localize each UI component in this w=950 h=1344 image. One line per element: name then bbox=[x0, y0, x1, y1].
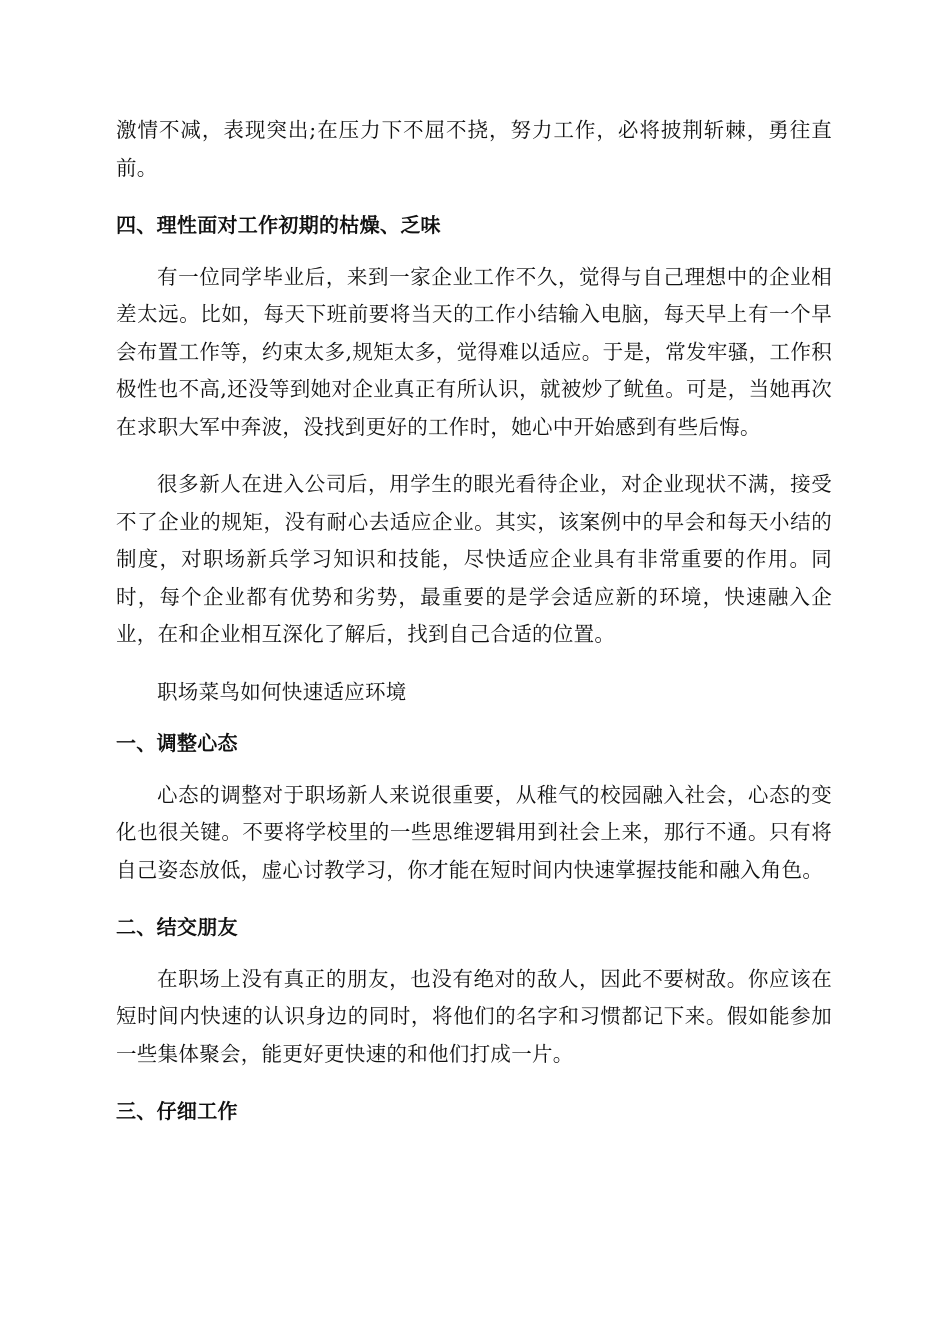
article-subtitle: 职场菜鸟如何快速适应环境 bbox=[157, 679, 407, 704]
paragraph-continued: 激情不减，表现突出;在压力下不屈不挠，努力工作，必将披荆斩棘，勇往直前。 bbox=[116, 118, 832, 180]
paragraph-story: 有一位同学毕业后，来到一家企业工作不久，觉得与自己理想中的企业相差太远。比如，每天下班前要将当天的工作小结输入电脑，每天早上有一个早会布置工作等，约束太多,规矩太多，觉得难以适应。于是，常发牢骚，工作积极性也不高,还没等到她对企业真正有所认识，就被炒了鱿鱼。可是，当她再次在求职大军中奔波，没找到更好的工作时，她心中开始感到有些后悔。 bbox=[116, 264, 832, 439]
section-heading-4: 四、理性面对工作初期的枯燥、乏味 bbox=[116, 213, 441, 237]
section-heading-2: 二、结交朋友 bbox=[116, 915, 238, 939]
section-heading-1: 一、调整心态 bbox=[116, 731, 238, 755]
document-page bbox=[116, 112, 832, 1145]
section-heading-3: 三、仔细工作 bbox=[116, 1099, 238, 1123]
paragraph-friends: 在职场上没有真正的朋友，也没有绝对的敌人，因此不要树敌。你应该在短时间内快速的认识身边的同时，将他们的名字和习惯都记下来。假如能参加一些集体聚会，能更好更快速的和他们打成一片。 bbox=[116, 966, 832, 1066]
paragraph-mindset: 心态的调整对于职场新人来说很重要，从稚气的校园融入社会，心态的变化也很关键。不要将学校里的一些思维逻辑用到社会上来，那行不通。只有将自己姿态放低，虚心讨教学习，你才能在短时间内快速掌握技能和融入角色。 bbox=[116, 782, 832, 882]
paragraph-analysis: 很多新人在进入公司后，用学生的眼光看待企业，对企业现状不满，接受不了企业的规矩，没有耐心去适应企业。其实，该案例中的早会和每天小结的制度，对职场新兵学习知识和技能，尽快适应企业具有非常重要的作用。同时，每个企业都有优势和劣势，最重要的是学会适应新的环境，快速融入企业，在和企业相互深化了解后，找到自己合适的位置。 bbox=[116, 472, 832, 646]
